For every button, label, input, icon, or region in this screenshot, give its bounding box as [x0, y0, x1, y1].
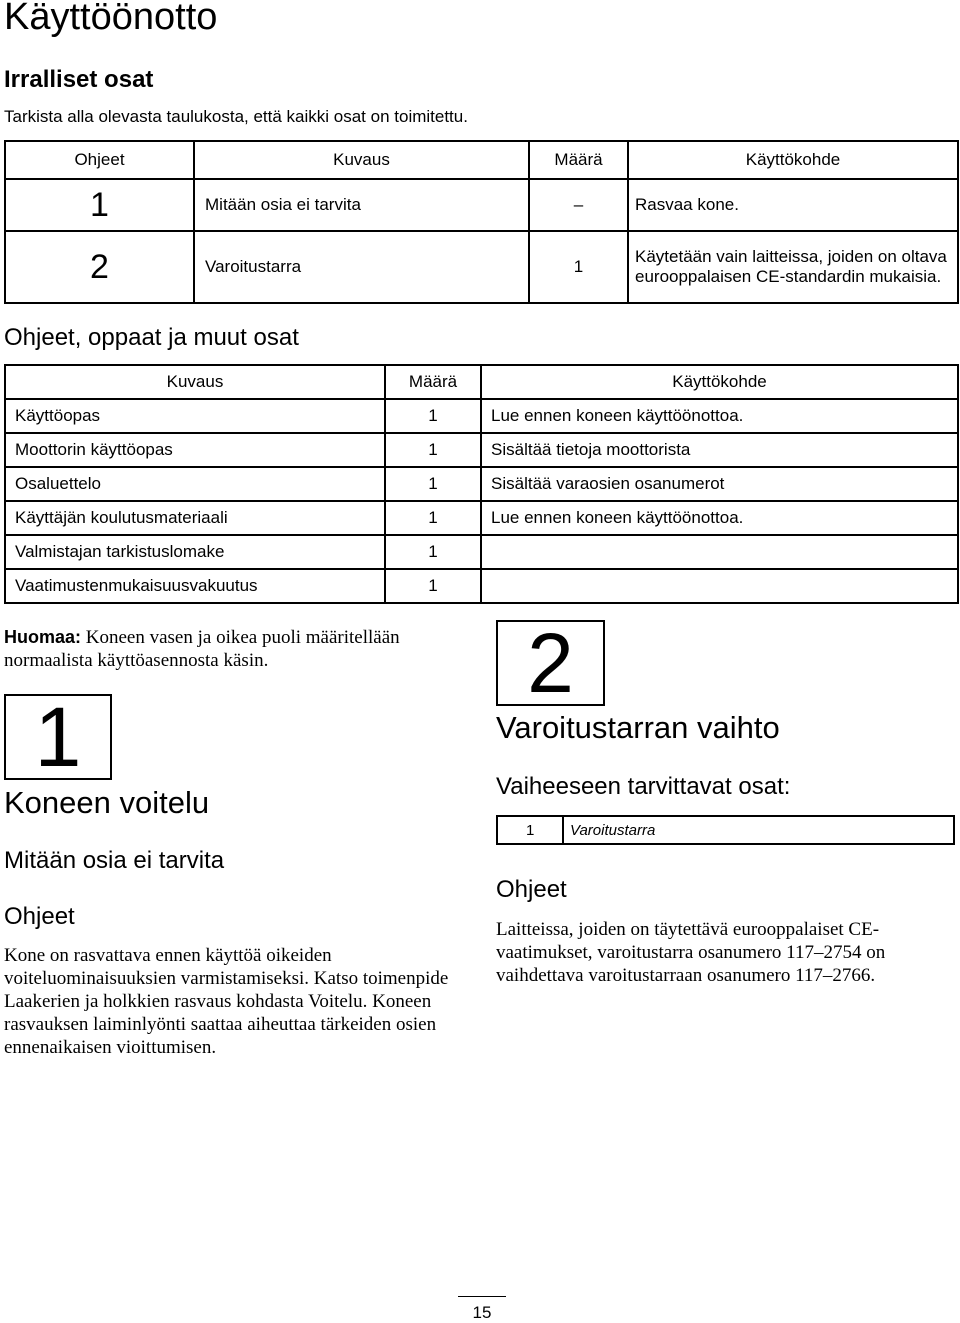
procedure-heading: Ohjeet	[496, 876, 567, 903]
step-title: Koneen voitelu	[4, 785, 210, 820]
table-row	[497, 816, 954, 844]
column-header: Käyttökohde	[481, 365, 958, 399]
description-cell: Mitään osia ei tarvita	[194, 179, 529, 231]
step-subtitle: Mitään osia ei tarvita	[4, 847, 225, 874]
name-cell: Valmistajan tarkistuslomake	[5, 535, 385, 569]
step-body: Kone on rasvattava ennen käyttöä oikeiden voiteluominaisuuksien varmistamiseksi. Katso toimenpide Laakerien ja holkkien rasvaus kohdasta Voitelu. Koneen rasvauksen laiminlyönti saattaa aiheuttaa tärkeiden osien ennenaikaisen vioittumisen.	[4, 945, 449, 1058]
table-row	[5, 399, 958, 433]
quantity-cell: 1	[385, 433, 481, 467]
column-header: Määrä	[385, 365, 481, 399]
quantity-cell: 1	[385, 399, 481, 433]
page-number: 15	[458, 1296, 506, 1323]
manuals-table	[4, 364, 959, 604]
column-header: Ohjeet	[5, 141, 194, 179]
table-row	[5, 467, 958, 501]
quantity-cell: 1	[497, 816, 563, 844]
use-cell: Lue ennen koneen käyttöönottoa.	[481, 501, 958, 535]
use-cell: Sisältää tietoja moottorista	[481, 433, 958, 467]
table-row	[5, 569, 958, 603]
use-cell	[481, 569, 958, 603]
manuals-heading: Ohjeet, oppaat ja muut osat	[4, 324, 299, 351]
table-header-row	[5, 365, 958, 399]
table-row	[5, 501, 958, 535]
name-cell: Käyttäjän koulutusmateriaali	[5, 501, 385, 535]
description-cell: Varoitustarra	[194, 231, 529, 303]
part-name-cell: Varoitustarra	[563, 816, 954, 844]
step-title: Varoitustarran vaihto	[496, 710, 780, 745]
use-cell: Lue ennen koneen käyttöönottoa.	[481, 399, 958, 433]
column-header: Käyttökohde	[628, 141, 958, 179]
quantity-cell: 1	[385, 501, 481, 535]
name-cell: Osaluettelo	[5, 467, 385, 501]
step-number-box: 2	[496, 620, 605, 706]
quantity-cell: 1	[529, 231, 628, 303]
table-row	[5, 231, 958, 303]
use-cell: Käytetään vain laitteissa, joiden on oltava eurooppalaisen CE-standardin mukaisia.	[628, 231, 958, 303]
loose-parts-intro: Tarkista alla olevasta taulukosta, että kaikki osat on toimitettu.	[4, 107, 468, 126]
use-cell	[481, 535, 958, 569]
name-cell: Vaatimustenmukaisuusvakuutus	[5, 569, 385, 603]
table-header-row	[5, 141, 958, 179]
step-body: Laitteissa, joiden on täytettävä eurooppalaiset CE-vaatimukset, varoitustarra osanumero 117–2754 on vaihdettava varoitustarraan osanumero 117–2766.	[496, 919, 886, 986]
parts-heading: Vaiheeseen tarvittavat osat:	[496, 773, 791, 800]
note-paragraph	[4, 626, 454, 672]
name-cell: Käyttöopas	[5, 399, 385, 433]
parts-table	[496, 815, 955, 845]
step-cell: 2	[5, 231, 194, 303]
column-header: Määrä	[529, 141, 628, 179]
table-row	[5, 433, 958, 467]
quantity-cell: 1	[385, 535, 481, 569]
table-row	[5, 179, 958, 231]
step-cell: 1	[5, 179, 194, 231]
name-cell: Moottorin käyttöopas	[5, 433, 385, 467]
quantity-cell: –	[529, 179, 628, 231]
use-cell: Sisältää varaosien osanumerot	[481, 467, 958, 501]
note-text: Koneen vasen ja oikea puoli määritellään normaalista käyttöasennosta käsin.	[4, 627, 400, 671]
column-header: Kuvaus	[5, 365, 385, 399]
procedure-heading: Ohjeet	[4, 903, 75, 930]
table-row	[5, 535, 958, 569]
note-label: Huomaa:	[4, 627, 82, 647]
quantity-cell: 1	[385, 467, 481, 501]
page-title: Käyttöönotto	[4, 0, 218, 38]
column-header: Kuvaus	[194, 141, 529, 179]
step-number-box: 1	[4, 694, 112, 780]
quantity-cell: 1	[385, 569, 481, 603]
loose-parts-heading: Irralliset osat	[4, 66, 154, 93]
use-cell: Rasvaa kone.	[628, 179, 958, 231]
loose-parts-table	[4, 140, 959, 304]
